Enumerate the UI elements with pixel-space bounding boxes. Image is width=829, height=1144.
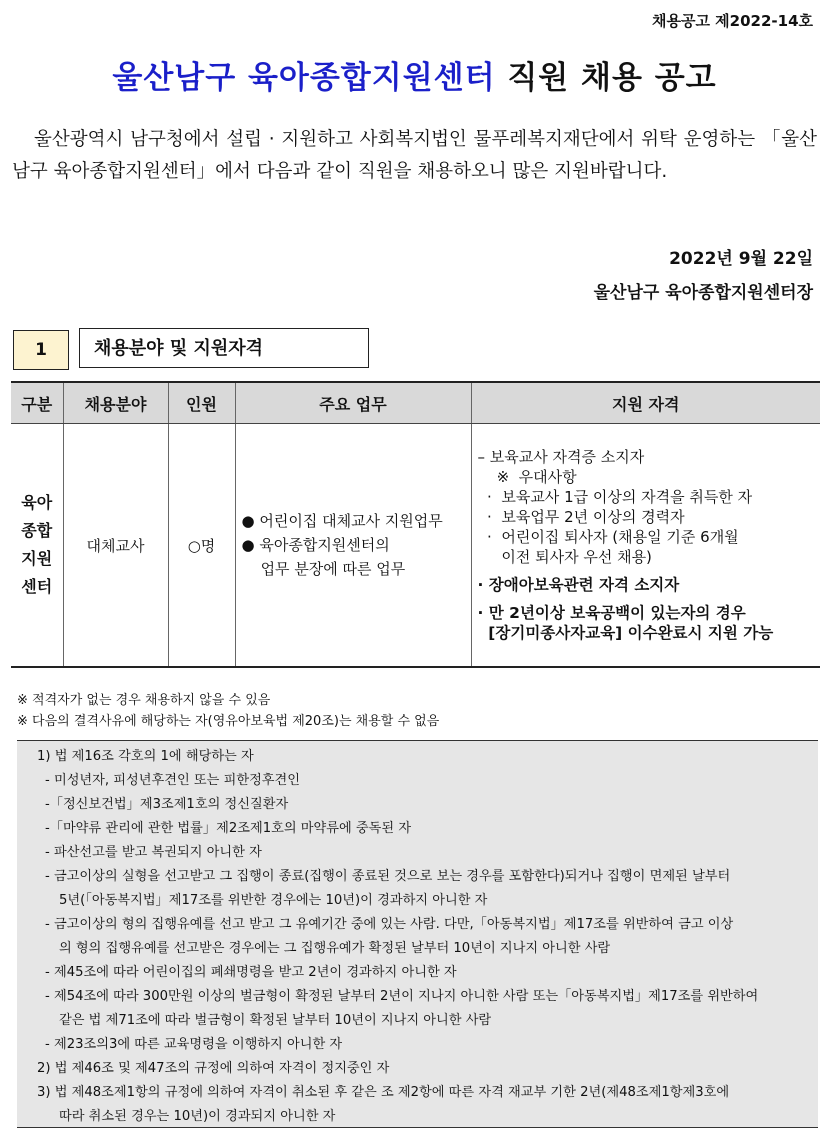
title-suffix: 직원 채용 공고	[495, 60, 717, 96]
header-qualifications: 지원 자격	[471, 382, 820, 424]
disqualification-item: - 파산선고를 받고 복권되지 아니한 자	[45, 845, 262, 860]
recruitment-table	[11, 381, 820, 668]
disqualification-item: - 미성년자, 피성년후견인 또는 피한정후견인	[45, 773, 301, 788]
disqualification-item: - 금고이상의 형의 집행유예를 선고 받고 그 유예기간 중에 있는 사람. 다만,「아동복지법」제17조를 위반하여 금고 이상	[45, 917, 734, 932]
table-row	[11, 424, 820, 668]
page-title	[0, 52, 829, 97]
header-field: 채용분야	[63, 382, 168, 424]
intro-paragraph	[12, 124, 817, 188]
disqualification-item: 5년(「아동복지법」제17조를 위반한 경우에는 10년)이 경과하지 아니한 자	[59, 893, 488, 908]
disqualification-item: -「마약류 관리에 관한 법률」제2조제1호의 마약류에 중독된 자	[45, 821, 412, 836]
section-title: 채용분야 및 지원자격	[79, 328, 369, 368]
intro-text: 울산광역시 남구청에서 설립 · 지원하고 사회복지법인 물푸레복지재단에서 위탁 운영하는 「울산남구 육아종합지원센터」에서 다음과 같이 직원을 채용하오니 많은 지원바랍니다.	[12, 129, 817, 182]
disqualification-item: - 금고이상의 실형을 선고받고 그 집행이 종료(집행이 종료된 것으로 보는 경우를 포함한다)되거나 집행이 면제된 날부터	[45, 869, 731, 884]
cell-qualifications: – 보육교사 자격증 소지자 ※ 우대사항 · 보육교사 1급 이상의 자격을 취득한 자 · 보육업무 2년 이상의 경력자 · 어린이집 퇴사자 (채용일 기준 6개월 이전 퇴사자 우선 채용) · 장애아보육관련 자격 소지자 · 만 2년이상 보육공백이 있는자의 경우 [장기미종사자교육] 이수완료시 지원 가능	[471, 424, 820, 668]
disqualification-item: 3) 법 제48조제1항의 규정에 의하여 자격이 취소된 후 같은 조 제2항에 따른 자격 재교부 기한 2년(제48조제1항제3호에	[37, 1085, 730, 1100]
cell-field: 대체교사	[63, 424, 168, 668]
header-gubun: 구분	[11, 382, 63, 424]
disqualification-item: - 제54조에 따라 300만원 이상의 벌금형이 확정된 날부터 2년이 지나지 아니한 사람 또는「아동복지법」제17조를 위반하여	[45, 989, 759, 1004]
cell-duties: ● 어린이집 대체교사 지원업무 ● 육아종합지원센터의 업무 분장에 따른 업무	[235, 424, 471, 668]
signer: 울산남구 육아종합지원센터장	[593, 283, 813, 303]
disqualification-item: 1) 법 제16조 각호의 1에 해당하는 자	[37, 749, 254, 764]
announcement-date: 2022년 9월 22일	[669, 249, 813, 269]
section-number: 1	[13, 330, 69, 370]
note-item: ※ 적격자가 없는 경우 채용하지 않을 수 있음	[17, 693, 271, 708]
notice-number: 채용공고 제2022-14호	[651, 12, 813, 30]
disqualification-item: - 제45조에 따라 어린이집의 폐쇄명령을 받고 2년이 경과하지 아니한 자	[45, 965, 457, 980]
disqualification-item: 의 형의 집행유예를 선고받은 경우에는 그 집행유예가 확정된 날부터 10년이 지나지 아니한 사람	[59, 941, 611, 956]
disqualification-item: 2) 법 제46조 및 제47조의 규정에 의하여 자격이 정지중인 자	[37, 1061, 390, 1076]
cell-count: ○명	[168, 424, 235, 668]
disqualification-item: - 제23조의3에 따른 교육명령을 이행하지 아니한 자	[45, 1037, 343, 1052]
note-item: ※ 다음의 결격사유에 해당하는 자(영유아보육법 제20조)는 채용할 수 없음	[17, 714, 440, 729]
disqualification-item: -「정신보건법」제3조제1호의 정신질환자	[45, 797, 289, 812]
disqualification-box	[17, 740, 818, 1128]
notes	[17, 690, 439, 732]
disqualification-item: 따라 취소된 경우는 10년)이 경과되지 아니한 자	[59, 1109, 336, 1124]
header-duties: 주요 업무	[235, 382, 471, 424]
header-count: 인원	[168, 382, 235, 424]
title-center-name: 울산남구 육아종합지원센터	[112, 60, 496, 96]
cell-gubun: 육아 종합 지원 센터	[21, 493, 53, 596]
disqualification-item: 같은 법 제71조에 따라 벌금형이 확정된 날부터 10년이 지나지 아니한 사람	[59, 1013, 492, 1028]
